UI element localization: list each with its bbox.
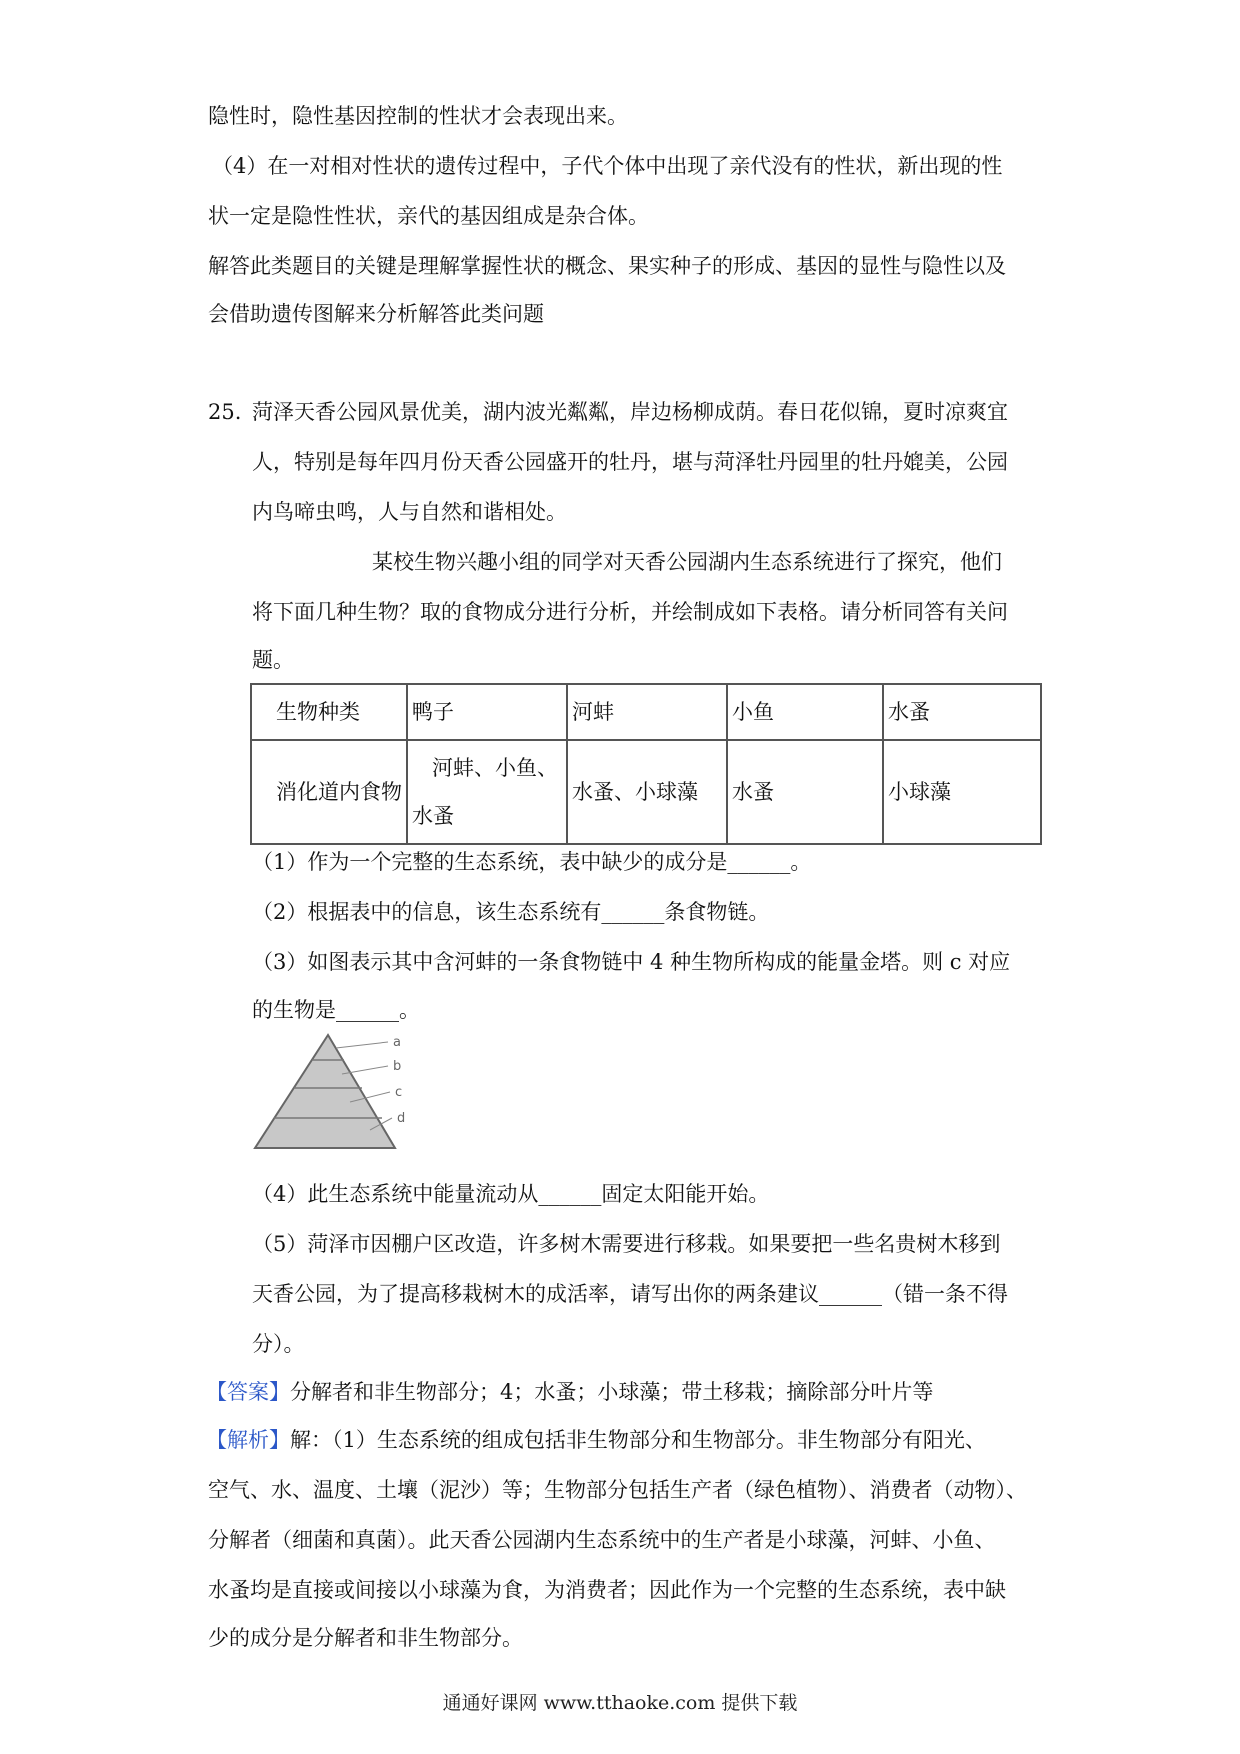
answer-line [206,1378,933,1406]
table-cell: 生物种类 [251,684,407,740]
explanation-text: 水蚤均是直接或间接以小球藻为食，为消费者；因此作为一个完整的生态系统，表中缺 [208,1578,1006,1602]
sub-question: 分）。 [252,1332,305,1356]
table-cell: 水蚤 [727,740,883,844]
text-line: 解答此类题目的关键是理解掌握性状的概念、果实种子的形成、基因的显性与隐性以及 [208,254,1006,278]
table-cell: 水蚤、小球藻 [567,740,727,844]
explanation-line [206,1426,986,1454]
table-cell: 消化道内食物 [251,740,407,844]
food-table [250,683,1042,845]
text-line: 状一定是隐性性状，亲代的基因组成是杂合体。 [208,204,649,228]
sub-question: （2）根据表中的信息，该生态系统有______条食物链。 [252,900,770,924]
text-line: 会借助遗传图解来分析解答此类问题 [208,302,544,326]
table-cell: 水蚤 [883,684,1041,740]
text-line: 隐性时，隐性基因控制的性状才会表现出来。 [208,104,628,128]
pyramid-leader-line [336,1042,388,1048]
explanation-tag: 【解析】 [206,1428,290,1452]
pyramid-label: b [393,1059,402,1074]
table-cell: 小鱼 [727,684,883,740]
answer-text: 分解者和非生物部分；4；水蚤；小球藻；带土移栽；摘除部分叶片等 [290,1380,934,1404]
question-text: 人，特别是每年四月份天香公园盛开的牡丹，堪与菏泽牡丹园里的牡丹媲美，公园 [252,450,1008,474]
pyramid-label: a [393,1035,401,1050]
pyramid-body [255,1035,395,1148]
sub-question: （1）作为一个完整的生态系统，表中缺少的成分是______。 [252,850,812,874]
question-number: 25. [208,400,242,424]
table-cell: 鸭子 [407,684,567,740]
energy-pyramid-figure [250,1030,410,1155]
table-cell: 河蚌、小鱼、水蚤 [407,740,567,844]
table-cell: 小球藻 [883,740,1041,844]
pyramid-label: d [397,1111,406,1126]
table-cell: 河蚌 [567,684,727,740]
page-footer: 通通好课网 www.tthaoke.com 提供下载 [442,1692,798,1714]
table-header-row [251,684,1041,740]
table-row [251,740,1041,844]
sub-question: 的生物是______。 [252,998,420,1022]
question-text: 某校生物兴趣小组的同学对天香公园湖内生态系统进行了探究，他们 [372,550,1002,574]
explanation-text: 解：（1）生态系统的组成包括非生物部分和生物部分。非生物部分有阳光、 [290,1428,986,1452]
sub-question: （4）此生态系统中能量流动从______固定太阳能开始。 [252,1182,770,1206]
sub-question: （3）如图表示其中含河蚌的一条食物链中 4 种生物所构成的能量金塔。则 c 对应 [252,950,1011,974]
text-line: （4）在一对相对性状的遗传过程中，子代个体中出现了亲代没有的性状，新出现的性 [212,154,1003,178]
sub-question: 天香公园，为了提高移栽树木的成活率，请写出你的两条建议______（错一条不得 [252,1282,1008,1306]
sub-question: （5）菏泽市因棚户区改造，许多树木需要进行移栽。如果要把一些名贵树木移到 [252,1232,1001,1256]
question-text: 菏泽天香公园风景优美，湖内波光粼粼，岸边杨柳成荫。春日花似锦，夏时凉爽宜 [252,400,1008,424]
question-text: 将下面几种生物？取的食物成分进行分析，并绘制成如下表格。请分析同答有关问 [252,600,1008,624]
explanation-text: 分解者（细菌和真菌）。此天香公园湖内生态系统中的生产者是小球藻，河蚌、小鱼、 [208,1528,996,1552]
explanation-text: 空气、水、温度、土壤（泥沙）等；生物部分包括生产者（绿色植物）、消费者（动物）、 [208,1478,1027,1502]
question-text: 内鸟啼虫鸣，人与自然和谐相处。 [252,500,567,524]
explanation-text: 少的成分是分解者和非生物部分。 [208,1626,523,1650]
answer-tag: 【答案】 [206,1380,290,1404]
pyramid-label: c [395,1085,403,1100]
question-text: 题。 [252,648,294,672]
